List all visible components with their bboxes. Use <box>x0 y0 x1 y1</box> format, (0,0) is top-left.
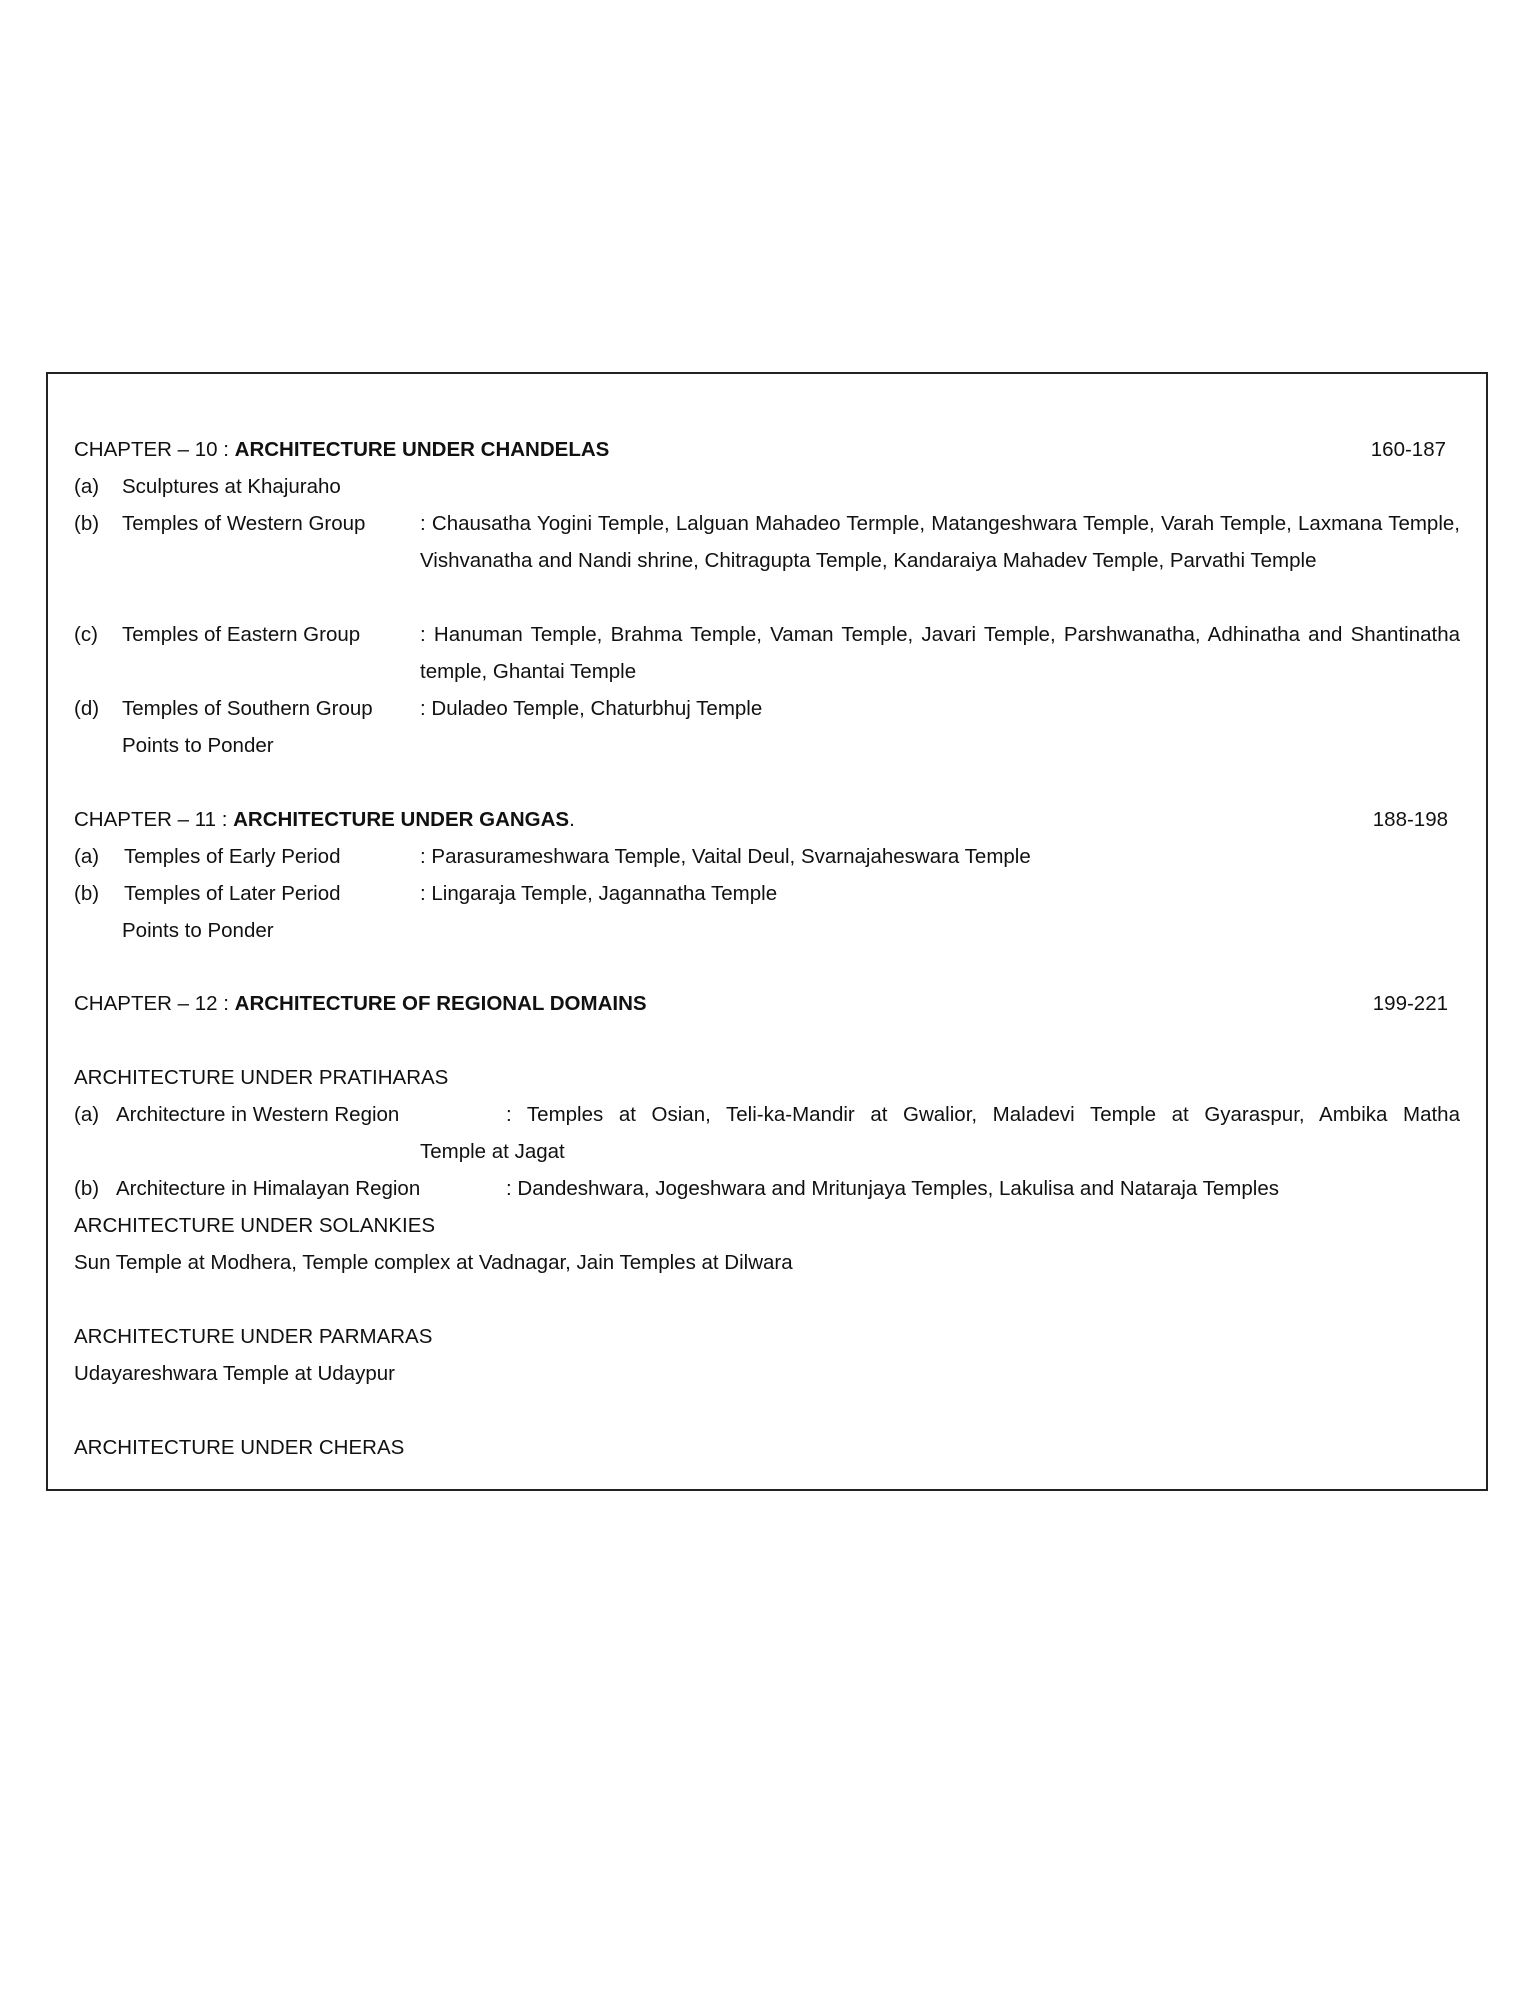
item-detail: : Temples at Osian, Teli-ka-Mandir at Gwalior, Maladevi Temple at Gyaraspur, Ambika Matha <box>506 1103 1460 1126</box>
item-label: Temples of Southern Group <box>122 697 373 720</box>
chapter-10-prefix: CHAPTER – 10 : <box>74 438 235 461</box>
chapter-10-title: ARCHITECTURE UNDER CHANDELAS <box>234 438 610 461</box>
item-detail: : Parasurameshwara Temple, Vaital Deul, Svarnajaheswara Temple <box>420 845 1031 868</box>
section-heading-parmaras: ARCHITECTURE UNDER PARMARAS <box>74 1325 433 1348</box>
item-label: Temples of Western Group <box>122 512 366 535</box>
section-heading-cheras: ARCHITECTURE UNDER CHERAS <box>74 1436 405 1459</box>
chapter-11-heading <box>74 808 575 832</box>
section-heading-solankies: ARCHITECTURE UNDER SOLANKIES <box>74 1214 436 1237</box>
item-marker: (a) <box>74 845 100 868</box>
chapter-11-prefix: CHAPTER – 11 : <box>74 808 234 831</box>
item-detail: : Chausatha Yogini Temple, Lalguan Mahadeo Termple, Matangeshwara Temple, Varah Temple, Laxmana Temple, Vishvanatha and Nandi shrine, Chitragupta Temple, Kandaraiya Mahadev Temple, Parvathi Temple <box>420 512 1460 572</box>
chapter-12-pages: 199-221 <box>1372 992 1448 1015</box>
points-to-ponder: Points to Ponder <box>122 919 274 942</box>
chapter-12-heading <box>74 992 647 1016</box>
item-detail: : Dandeshwara, Jogeshwara and Mritunjaya Temples, Lakulisa and Nataraja Temples <box>506 1177 1279 1200</box>
chapter-10-pages: 160-187 <box>1370 438 1446 461</box>
item-detail-continued: Temple at Jagat <box>420 1140 565 1163</box>
item-marker: (d) <box>74 697 100 720</box>
item-marker: (a) <box>74 475 100 498</box>
item-label: Architecture in Himalayan Region <box>116 1177 421 1200</box>
chapter-10-heading <box>74 438 609 462</box>
chapter-11-pages: 188-198 <box>1372 808 1448 831</box>
section-text-parmaras: Udayareshwara Temple at Udaypur <box>74 1362 395 1385</box>
item-marker: (b) <box>74 882 100 905</box>
item-marker: (b) <box>74 512 100 535</box>
item-detail: : Hanuman Temple, Brahma Temple, Vaman Temple, Javari Temple, Parshwanatha, Adhinatha and Shantinatha temple, Ghantai Temple <box>420 623 1460 683</box>
item-label: Temples of Early Period <box>124 845 341 868</box>
chapter-11-title-suffix: . <box>569 808 575 831</box>
item-marker: (b) <box>74 1177 100 1200</box>
item-detail: : Duladeo Temple, Chaturbhuj Temple <box>420 697 763 720</box>
chapter-12-prefix: CHAPTER – 12 : <box>74 992 235 1015</box>
section-heading-pratiharas: ARCHITECTURE UNDER PRATIHARAS <box>74 1066 449 1089</box>
item-marker: (a) <box>74 1103 100 1126</box>
section-text-solankies: Sun Temple at Modhera, Temple complex at Vadnagar, Jain Temples at Dilwara <box>74 1251 793 1274</box>
chapter-12-title: ARCHITECTURE OF REGIONAL DOMAINS <box>234 992 647 1015</box>
item-label: Architecture in Western Region <box>116 1103 400 1126</box>
chapter-11-title: ARCHITECTURE UNDER GANGAS <box>233 808 570 831</box>
points-to-ponder: Points to Ponder <box>122 734 274 757</box>
item-label: Temples of Eastern Group <box>122 623 361 646</box>
item-label: Sculptures at Khajuraho <box>122 475 341 498</box>
item-detail: : Lingaraja Temple, Jagannatha Temple <box>420 882 778 905</box>
item-marker: (c) <box>74 623 98 646</box>
item-label: Temples of Later Period <box>124 882 341 905</box>
